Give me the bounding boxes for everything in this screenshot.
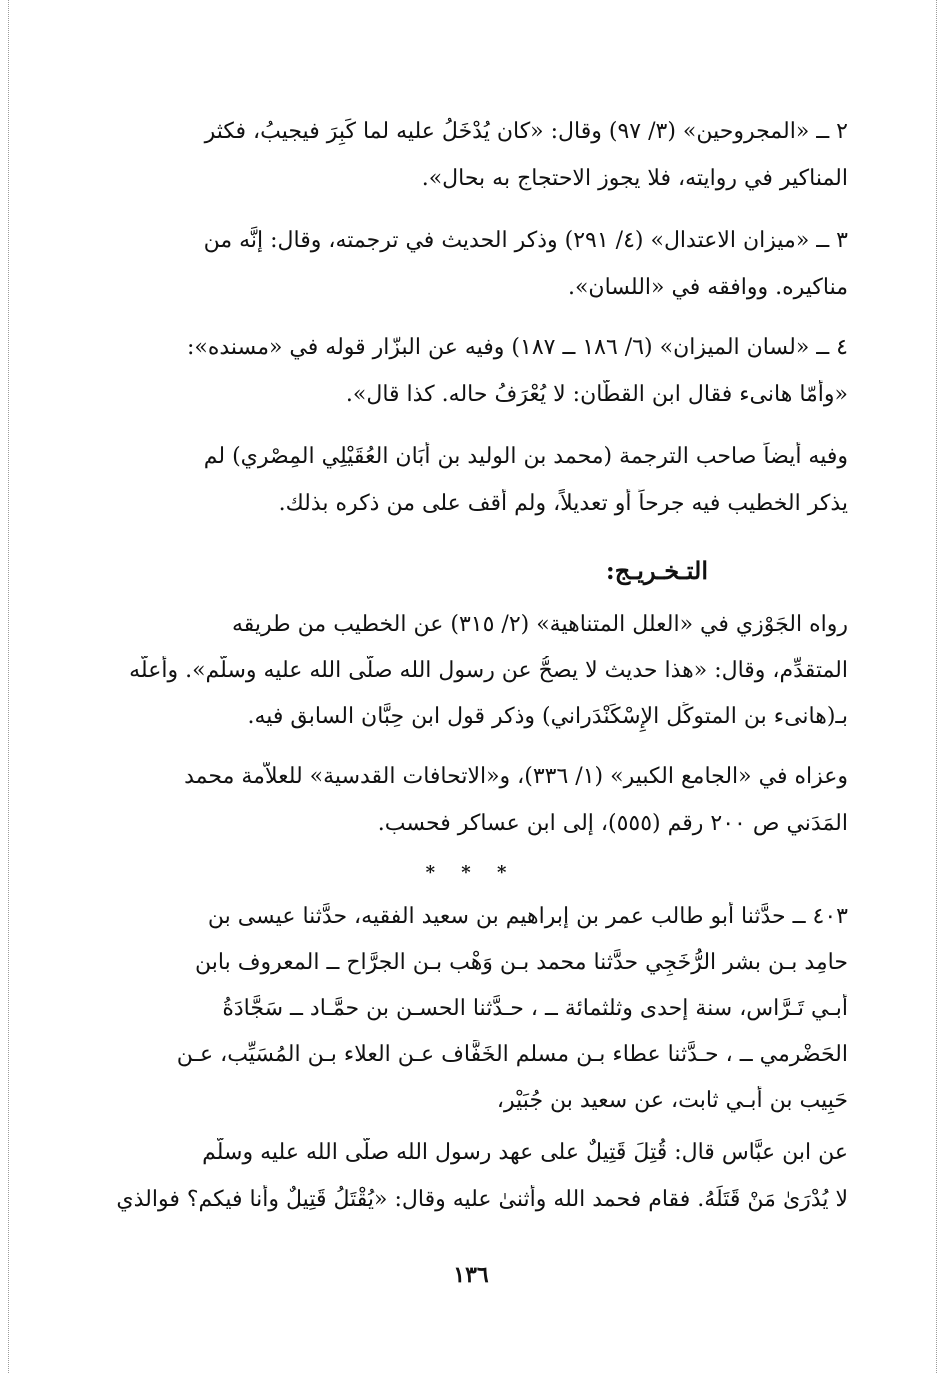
text-line: الحَضْرمي ــ ، حـدَّثنا عطاء بـن مسلم الخَفَّاف عـن العلاء بـن المُسَيِّب، عـن (176, 1042, 848, 1067)
text-line: عن ابن عبَّاس قال: قُتِلَ قَتِيلٌ على عهد رسول الله صلَّى الله عليه وسلَّم (202, 1140, 848, 1165)
text-line: بـ(هانىء بن المتوكِّل الإِسْكَنْدَراني) وذكر قول ابن حِبَّان السابق فيه. (247, 704, 848, 729)
text-line: أبـي تَـرَّاس، سنة إحدى وثلثمائة ــ ، حـدَّثنا الحسـن بن حمَّـاد ــ سَجَّادَةُ (222, 996, 848, 1021)
text-line: حَبِيب بن أبـي ثابت، عن سعيد بن جُبَيْر، (496, 1088, 848, 1113)
text-line: حامِد بـن بشر الرُّخَجِي حدَّثنا محمد بـن وَهْب بـن الجرَّاح ــ المعروف بابن (195, 950, 848, 975)
text-line: مناكيره. ووافقه في «اللسان». (567, 275, 848, 300)
text-line: المتقدِّم، وقال: «هذا حديث لا يصحُّ عن رسول الله صلَّى الله عليه وسلَّم». وأعلَّه (129, 658, 848, 683)
text-line: المَدَني ص ٢٠٠ رقم (٥٥٥)، إلى ابن عساكر فحسب. (377, 811, 848, 836)
section-separator: * * * (425, 862, 517, 883)
text-line: ٣ ــ «ميزان الاعتدال» (٤/ ٢٩١) وذكر الحديث في ترجمته، وقال: إنَّه من (203, 228, 848, 253)
text-line: رواه الجَوْزي في «العلل المتناهية» (٢/ ٣١٥) عن الخطيب من طريقه (231, 612, 848, 637)
text-line: ٤ ــ «لسان الميزان» (٦/ ١٨٦ ــ ١٨٧) وفيه عن البزّار قوله في «مسنده»: (186, 335, 848, 360)
text-line: ٢ ــ «المجروحين» (٣/ ٩٧) وقال: «كان يُدْخَلُ عليه لما كَبِرَ فيجيبُ، فكثر (204, 119, 848, 144)
text-line: لا يُدْرَىٰ مَنْ قَتَلَهُ. فقام فحمد الله وأثنىٰ عليه وقال: «يُقْتَلُ قَتِيلٌ وأنا فيكم؟ فوالذي (116, 1187, 848, 1212)
left-margin-rule (8, 0, 9, 1373)
text-line: يذكر الخطيب فيه جرحاً أو تعديلاً، ولم أقف على من ذكره بذلك. (278, 491, 848, 516)
text-line: ٤٠٣ ــ حدَّثنا أبو طالب عمر بن إبراهيم بن سعيد الفقيه، حدَّثنا عيسى بن (207, 904, 848, 929)
text-line: وفيه أيضاً صاحب الترجمة (محمد بن الوليد بن أَبَان العُقَيْلِي المِصْري) لم (203, 444, 848, 469)
text-line: وعزاه في «الجامع الكبير» (١/ ٣٣٦)، و«الاتحافات القدسية» للعلاّمة محمد (184, 764, 848, 789)
section-heading: التـخـريـج: (605, 556, 708, 585)
text-line: «وأمّا هانىء فقال ابن القطّان: لا يُعْرَفُ حاله. كذا قال». (345, 382, 848, 407)
right-margin-rule (936, 0, 937, 1373)
page-number: ١٣٦ (453, 1262, 489, 1288)
text-line: المناكير في روايته، فلا يجوز الاحتجاج به بحال». (421, 166, 848, 191)
